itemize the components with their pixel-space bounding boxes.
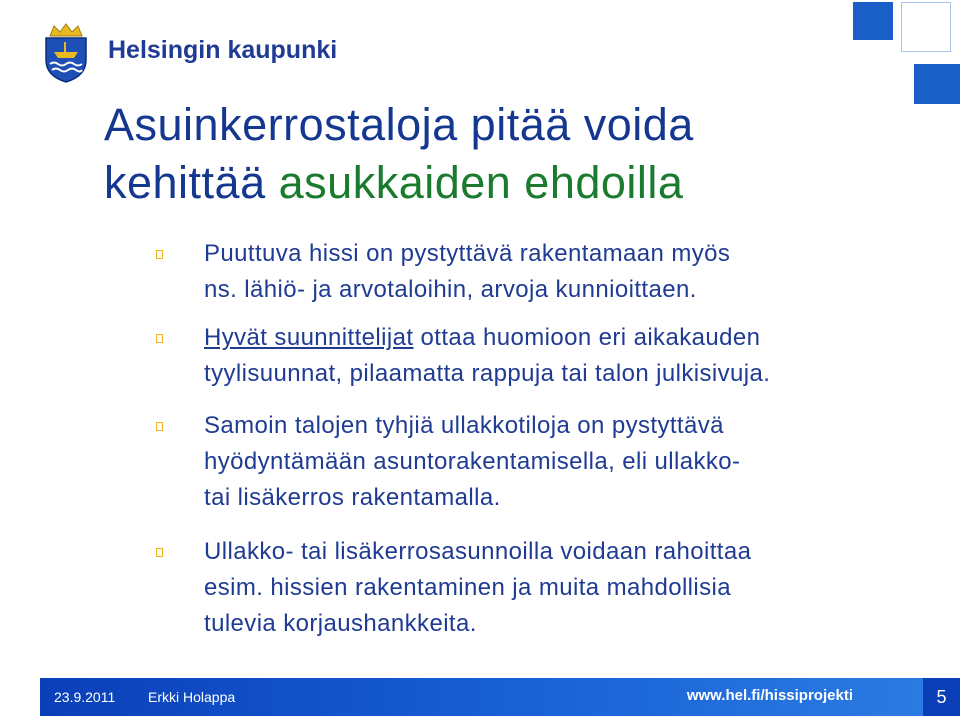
- bullet-item-3: [156, 408, 886, 516]
- title-line-1: Asuinkerrostaloja pitää voida: [104, 99, 694, 150]
- footer-background: [40, 678, 923, 716]
- bullet-3-line-1: Samoin talojen tyhjiä ullakkotiloja on pystyttävä: [204, 412, 724, 439]
- bullet-marker-icon: [156, 548, 163, 557]
- title-line-2-part-1: kehittää: [104, 157, 266, 208]
- bullet-4-line-1: Ullakko- tai lisäkerrosasunnoilla voidaan rahoittaa: [204, 538, 752, 565]
- page-number: 5: [923, 678, 960, 716]
- bullet-1-line-2: ns. lähiö- ja arvotaloihin, arvoja kunnioittaen.: [204, 276, 697, 303]
- bullet-4-line-3: tulevia korjaushankkeita.: [204, 610, 477, 637]
- bullet-marker-icon: [156, 250, 163, 259]
- decor-square-2: [901, 2, 951, 52]
- bullet-4-line-2: esim. hissien rakentaminen ja muita mahdollisia: [204, 574, 732, 601]
- slide-title: [104, 96, 924, 212]
- footer-url-link[interactable]: www.hel.fi/hissiprojekti: [686, 687, 853, 704]
- bullet-item-4: [156, 534, 886, 642]
- bullet-item-1: [156, 236, 886, 308]
- bullet-2-line-1-rest: ottaa huomioon eri aikakauden: [413, 324, 761, 351]
- bullet-2-line-1: [204, 320, 886, 356]
- footer-author: Erkki Holappa: [148, 689, 236, 705]
- bullet-3-line-2: hyödyntämään asuntorakentamisella, eli ullakko-: [204, 448, 741, 475]
- bullet-1-line-1: Puuttuva hissi on pystyttävä rakentamaan myös: [204, 240, 731, 267]
- footer-bar: [40, 678, 960, 716]
- bullet-list: [156, 236, 886, 656]
- decor-square-1: [853, 2, 893, 40]
- bullet-3-line-3: tai lisäkerros rakentamalla.: [204, 484, 501, 511]
- bullet-marker-icon: [156, 334, 163, 343]
- bullet-marker-icon: [156, 422, 163, 431]
- title-line-2-part-2: asukkaiden ehdoilla: [278, 157, 684, 208]
- footer-date: 23.9.2011: [54, 689, 116, 705]
- bullet-2-line-2: tyylisuunnat, pilaamatta rappuja tai talon julkisivuja.: [204, 360, 771, 387]
- helsinki-coat-of-arms-icon: [40, 22, 92, 84]
- bullet-item-2: [156, 320, 886, 392]
- title-line-2: [104, 154, 924, 212]
- brand-name: Helsingin kaupunki: [108, 36, 338, 64]
- designers-link[interactable]: Hyvät suunnittelijat: [204, 324, 414, 351]
